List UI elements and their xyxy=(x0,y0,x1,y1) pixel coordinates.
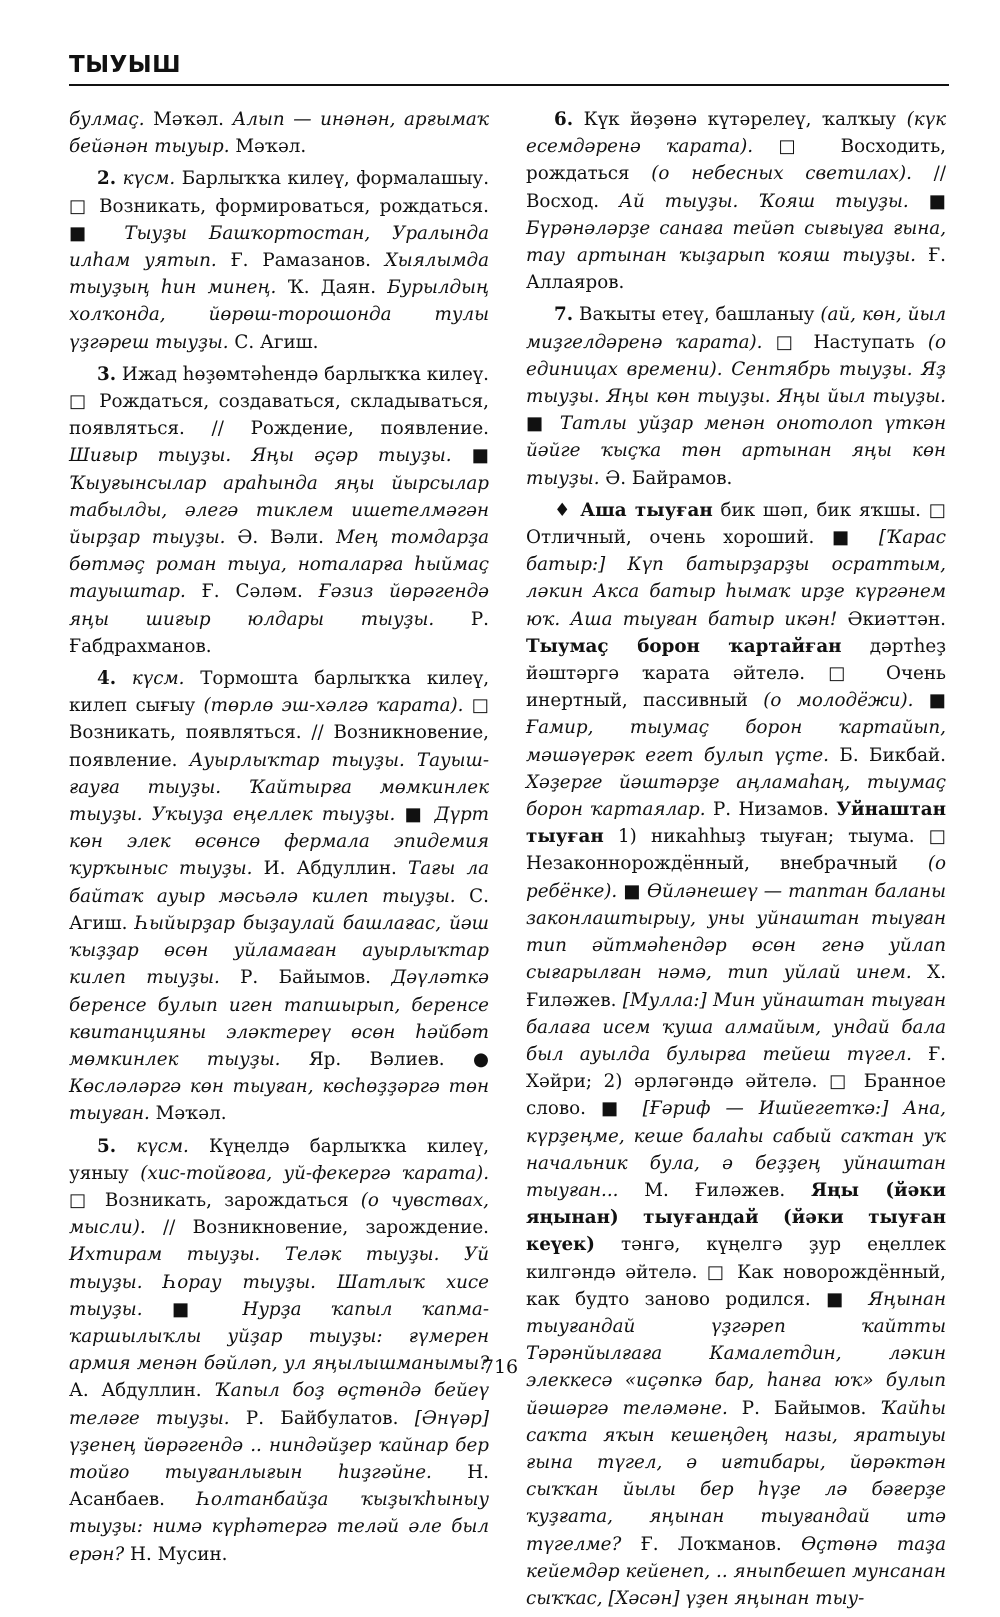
left-column xyxy=(69,106,489,1573)
sense-3: 3. Ижад һөҙөмтәһендә барлыҡҡа килеү. □ Рождаться, создаваться, складываться, появляться. // Рождение, появление. Шиғыр тыуҙы. Яңы әҫәр тыуҙы. ■ Ҡыуғынсылар араһында яңы йырсылар табылды, әлегә тиклем ишетелмәгән йырҙар тыуҙы. Ә. Вәли. Мең томдарҙа бөтмәҫ роман тыуа, ноталарға һыймаҫ тауыштар. Ғ. Сәләм. Ғәзиз йөрәгендә яңы шиғыр юлдары тыуҙы. Р. Ғабдрахманов. xyxy=(69,363,490,657)
header-rule xyxy=(69,84,949,86)
sense-6: 6. Күк йөҙөнә күтәрелеү, ҡалҡыу (күк есемдәренә ҡарата). □ Восходить, рождаться (о небесных светилах). // Восход. Ай тыуҙы. Ҡояш тыуҙы. ■ Бүрәнәләрҙе санаға тейәп сығыуға ғына, тау артынан ҡыҙарып ҡояш тыуҙы. Ғ. Аллаяров. xyxy=(526,109,946,294)
sense-4: 4. күсм. Тормошта барлыҡҡа килеү, килеп сығыу (төрлө эш-хәлгә ҡарата). □ Возникать, появляться. // Возникновение, появление. Ауырлыҡтар тыуҙы. Тауыш-ғауға тыуҙы. Ҡайтырға мөмкинлек тыуҙы. Уҡыуҙа еңеллек тыуҙы. ■ Дүрт көн элек өсөнсө фермала эпидемия ҡурҡыныс тыуҙы. И. Абдуллин. Тағы ла байтаҡ ауыр мәсьәлә килеп тыуҙы. С. Агиш. Һыйырҙар быҙаулай башлағас, йәш ҡыҙҙар өсөн уйламаған ауырлыҡтар килеп тыуҙы. Р. Байымов. Дәүләткә беренсе булып иген тапшырып, беренсе квитанцияны эләктереү өсөн һәйбәт мөмкинлек тыуҙы. Яр. Вәлиев. ● Көсләләргә көн тыуған, көсһөҙҙәргә төн тыуған. Мәҡәл. xyxy=(69,668,490,1125)
running-head: ТЫУЫШ xyxy=(69,52,181,78)
entry-paragraph: булмаҫ. Мәҡәл. Алып — инәнән, арғымаҡ бейәнән тыуыр. Мәҡәл. xyxy=(69,109,489,158)
sense-5: 5. күсм. Күңелдә барлыҡҡа килеү, уяныу (хис-тойғоға, уй-фекергә ҡарата). □ Возникать, зарождаться (о чувствах, мысли). // Возникновение, зарождение. Ихтирам тыуҙы. Теләк тыуҙы. Уй тыуҙы. Һорау тыуҙы. Шатлыҡ хисе тыуҙы. ■ Нурҙа ҡапыл ҡапма-ҡаршылыҡлы уйҙар тыуҙы: ғүмерен армия менән бәйләп, ул яңылышманымы? А. Абдуллин. Ҡапыл боҙ өҫтөндә бейеү теләге тыуҙы. Р. Байбулатов. [Әнүәр] үҙенең йөрәгендә .. ниндәйҙер ҡайнар бер тойғо тыуғанлығын һиҙгәйне. Н. Асанбаев. Һолтанбайҙа ҡыҙыҡһыныу тыуҙы: нимә күрһәтергә теләй әле был ерән? Н. Мусин. xyxy=(69,1135,490,1565)
right-column xyxy=(526,106,946,1617)
sense-7: 7. Ваҡыты етеү, башланыу (ай, көн, йыл миҙгелдәренә ҡарата). □ Наступать (о единицах времени). Сентябрь тыуҙы. Яҙ тыуҙы. Яңы көн тыуҙы. Яңы йыл тыуҙы. ■ Татлы уйҙар менән онотолоп үткән йәйге ҡыҫҡа төн артынан яңы көн тыуҙы. Ә. Байрамов. xyxy=(526,304,946,489)
idioms-paragraph: ♦ Аша тыуған бик шәп, бик яҡшы. □ Отличный, очень хороший. ■ [Ҡарас батыр:] Күп батырҙарҙы осраттым, ләкин Акса батыр һымаҡ ирҙе күргәнем юҡ. Аша тыуған батыр икән! Әкиәттән. Тыумаҫ борон ҡартайған дәртһеҙ йәштәргә ҡарата әйтелә. □ Очень инертный, пассивный (о молодёжи). ■ Ғамир, тыумаҫ борон ҡартайып, мәшәүерәк егет булып үҫте. Б. Бикбай. Хәҙерге йәштәрҙе аңламаһаң, тыумаҫ борон ҡартаялар. Р. Низамов. Уйнаштан тыуған 1) никаһһыҙ тыуған; тыума. □ Незаконнорождённый, внебрачный (о ребёнке). ■ Өйләнешеү — таптан баланы законлаштырыу, уны уйнаштан тыуған тип әйтмәһендәр өсөн генә уйлап сығарылған нәмә, тип уйлай инем. Х. Ғиләжев. [Мулла:] Мин уйнаштан тыуған балаға исем ҡуша алмайым, ундай бала был ауылда булырға тейеш түгел. Ғ. Хәйри; 2) әрләгәндә әйтелә. □ Бранное слово. ■ [Ғәриф — Ишйегетҡә:] Ана, күрҙеңме, кеше балаһы сабый саҡтан уҡ начальник була, ә беҙҙең уйнаштан тыуған... М. Ғиләжев. Яңы (йәки яңынан) тыуғандай (йәки тыуған кеүек) тәнгә, күңелгә ҙур еңеллек килгәндә әйтелә. □ Как новорождённый, как будто заново родился. ■ Яңынан тыуғандай үҙгәреп ҡайтты Тәрәнйылғаға Камалетдин, ләкин элеккесә «иҫәпкә бар, һанға юҡ» булып йәшәргә теләмәне. Р. Байымов. Ҡайһы саҡта яҡын кешеңдең назы, яратыуы ғына түгел, ә иғтибары, йөрәктән сыҡҡан йылы бер һүҙе лә бәғерҙе ҡуҙғата, яңынан тыуғандай итә түгелме? Ғ. Лоҡманов. Өҫтөнә таҙа кейемдәр кейенеп, .. яныпбешеп мунсанан сыҡҡас, [Хәсән] үҙен яңынан тыу- xyxy=(526,499,947,1609)
sense-2: 2. күсм. Барлыҡҡа килеү, формалашыу. □ Возникать, формироваться, рождаться. ■ Тыуҙы Башҡортостан, Уралында илһам уятып. Ғ. Рамазанов. Хыялымда тыуҙың һин минең. Ҡ. Даян. Бурылдың холҡонда, йөрөш-торошонда тулы үҙгәреш тыуҙы. С. Агиш. xyxy=(69,168,490,353)
page-number: 716 xyxy=(481,1356,519,1378)
